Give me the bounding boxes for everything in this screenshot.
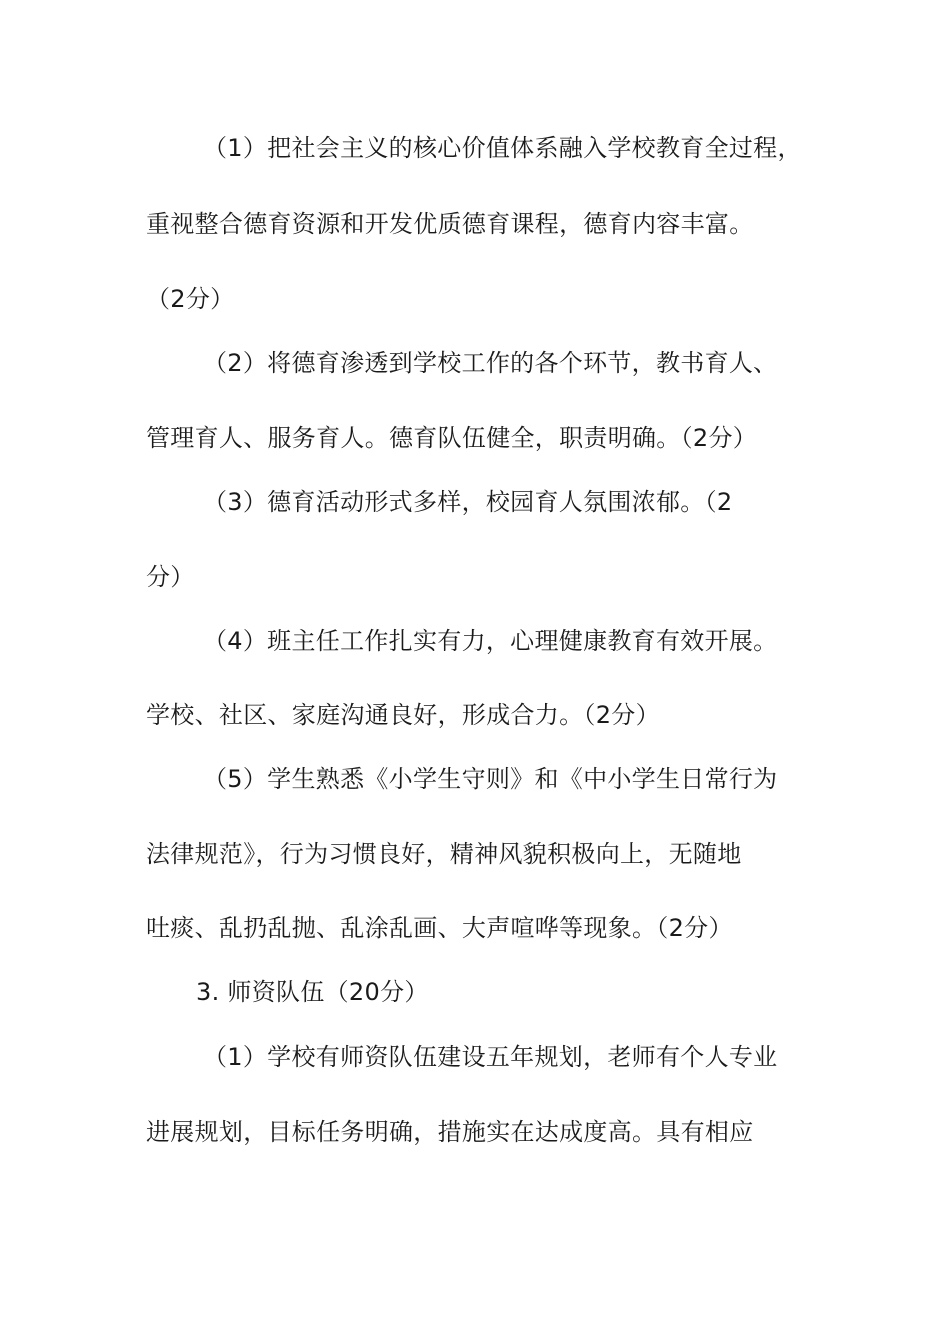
paragraph-line: 管理育人、服务育人。德育队伍健全，职责明确。（2分）: [146, 424, 758, 452]
paragraph-line: 分）: [146, 563, 195, 591]
paragraph-line: 法律规范》，行为习惯良好，精神风貌积极向上，无随地: [146, 840, 742, 868]
paragraph-line: （4）班主任工作扎实有力，心理健康教育有效开展。: [203, 627, 778, 655]
paragraph-line: 进展规划，目标任务明确，措施实在达成度高。具有相应: [146, 1118, 754, 1146]
paragraph-line: （2）将德育渗透到学校工作的各个环节，教书育人、: [203, 349, 778, 377]
paragraph-line: （1）学校有师资队伍建设五年规划，老师有个人专业: [203, 1043, 778, 1071]
paragraph-line: （3）德育活动形式多样，校园育人氛围浓郁。（2: [203, 488, 733, 516]
paragraph-line: 重视整合德育资源和开发优质德育课程，德育内容丰富。: [146, 210, 754, 238]
paragraph-line: （2分）: [146, 285, 235, 313]
paragraph-line: 学校、社区、家庭沟通良好，形成合力。（2分）: [146, 701, 660, 729]
paragraph-line: （1）把社会主义的核心价值体系融入学校教育全过程，: [203, 134, 802, 162]
paragraph-line: （5）学生熟悉《小学生守则》和《中小学生日常行为: [203, 765, 778, 793]
paragraph-line: 吐痰、乱扔乱抛、乱涂乱画、大声喧哗等现象。（2分）: [146, 914, 733, 942]
section-heading: 3. 师资队伍（20分）: [196, 978, 429, 1006]
